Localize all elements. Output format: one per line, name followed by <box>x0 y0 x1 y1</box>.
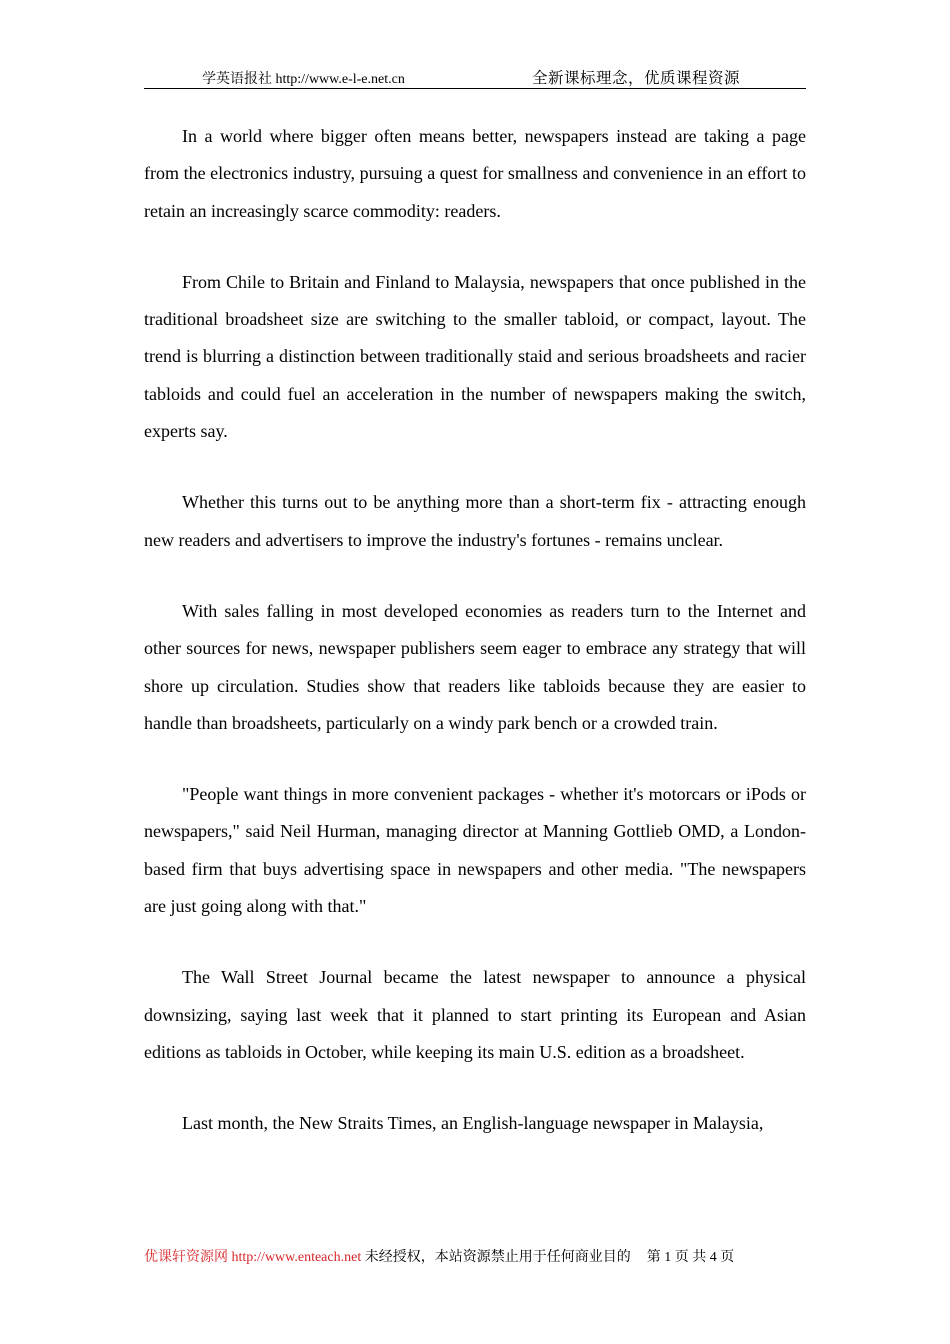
paragraph-4: With sales falling in most developed economies as readers turn to the Internet and other sources for news, newspaper publishers seem eager to embrace any strategy that will shore up circulation. Studies show that readers like tabloids because they are easier to handle than broadsheets, particularly on a windy park bench or a crowded train. <box>144 600 806 733</box>
paragraph-1: In a world where bigger often means better, newspapers instead are taking a page from the electronics industry, pursuing a quest for smallness and convenience in an effort to retain an increasingly scarce commodity: readers. <box>144 126 806 221</box>
article-body <box>144 118 806 1177</box>
header-right-slogan: 全新课标理念，优质课程资源 <box>532 70 741 87</box>
paragraph-3: Whether this turns out to be anything more than a short-term fix - attracting enough new readers and advertisers to improve the industry's fortunes - remains unclear. <box>144 492 806 550</box>
page-footer <box>144 1246 734 1266</box>
header-left-text: 学英语报社 http://www.e-l-e.net.cn <box>202 72 405 87</box>
paragraph-5: "People want things in more convenient packages - whether it's motorcars or iPods or newspapers," said Neil Hurman, managing director at Manning Gottlieb OMD, a London-based firm that buys advertising space in newspapers and other media. "The newspapers are just going along with that." <box>144 784 806 917</box>
paragraph-2: From Chile to Britain and Finland to Malaysia, newspapers that once published in the traditional broadsheet size are switching to the smaller tabloid, or compact, layout. The trend is blurring a distinction between traditionally staid and serious broadsheets and racier tabloids and could fuel an acceleration in the number of newspapers making the switch, experts say. <box>144 271 806 442</box>
footer-notice: 未经授权，本站资源禁止用于任何商业目的 <box>361 1250 631 1265</box>
page-number: 第 1 页 共 4 页 <box>646 1250 735 1265</box>
paragraph-7: Last month, the New Straits Times, an English-language newspaper in Malaysia, <box>182 1113 764 1134</box>
paragraph-6: The Wall Street Journal became the latest newspaper to announce a physical downsizing, saying last week that it planned to start printing its European and Asian editions as tabloids in October, while keeping its main U.S. edition as a broadsheet. <box>144 967 806 1062</box>
page-header <box>144 62 806 89</box>
footer-brand-link[interactable]: 优课轩资源网 http://www.enteach.net <box>144 1250 362 1265</box>
